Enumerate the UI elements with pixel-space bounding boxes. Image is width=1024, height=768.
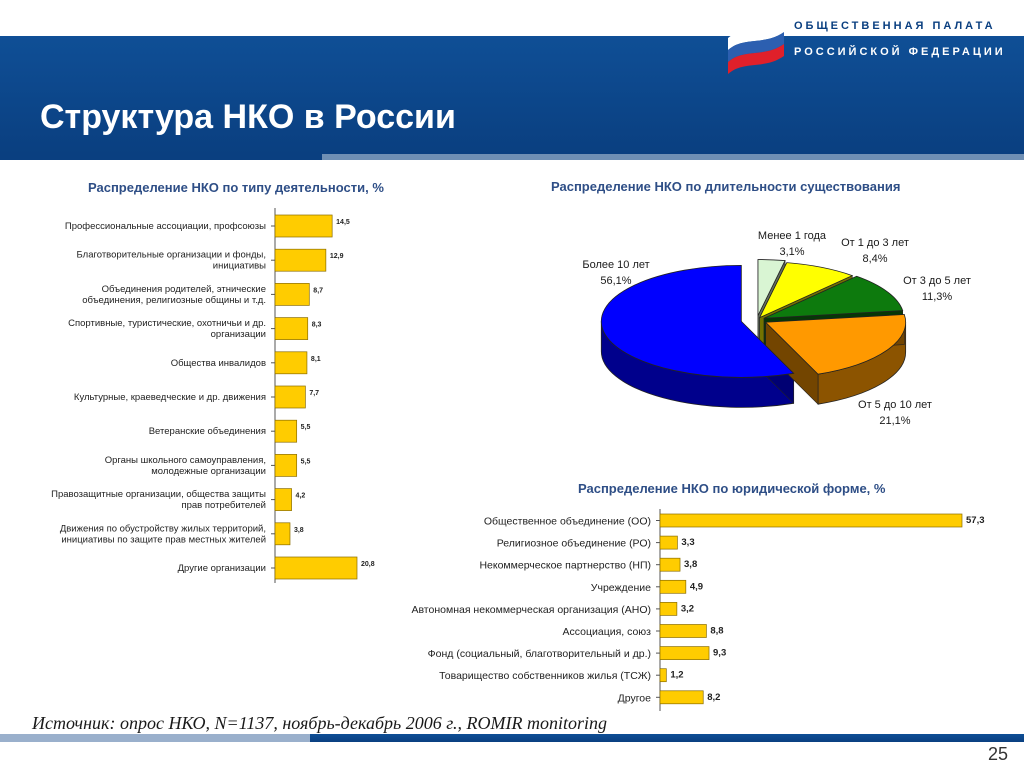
legal-category-label: Некоммерческое партнерство (НП) <box>479 559 651 572</box>
legal-bar <box>660 558 680 571</box>
activity-value-label: 8,3 <box>311 321 322 329</box>
activity-bar <box>275 420 297 442</box>
legal-value-label: 3,2 <box>680 603 695 615</box>
activity-category-label: Ветеранские объединения <box>148 426 266 438</box>
legal-bar <box>660 647 709 660</box>
activity-bar <box>275 318 308 340</box>
legal-value-label: 1,2 <box>670 669 684 681</box>
legal-bar <box>660 625 706 638</box>
activity-category-label: Правозащитные организации, общества защиты прав потребителей <box>51 489 266 512</box>
activity-bar <box>275 557 357 579</box>
legal-category-label: Ассоциация, союз <box>562 626 651 638</box>
activity-bar <box>275 454 297 476</box>
activity-category-label: Объединения родителей, этнические объединения, религиозные общины и т.д. <box>82 283 266 306</box>
legal-bar <box>660 691 703 704</box>
activity-bar <box>275 386 305 408</box>
activity-value-label: 3,8 <box>293 526 304 534</box>
duration-chart-title: Распределение НКО по длительности существования <box>551 179 901 194</box>
activity-category-label: Общества инвалидов <box>170 357 266 369</box>
activity-value-label: 7,7 <box>309 390 320 397</box>
org-name-line2: РОССИЙСКОЙ ФЕДЕРАЦИИ <box>794 46 1006 58</box>
activity-category-label: Органы школьного самоуправления, молодежные организации <box>104 454 266 477</box>
pie-slice-name: Менее 1 года <box>757 230 827 242</box>
legal-value-label: 3,8 <box>684 559 698 571</box>
legal-category-label: Другое <box>617 692 651 705</box>
legal-bar <box>660 514 962 527</box>
page-number: 25 <box>988 744 1009 764</box>
activity-category-label: Другие организации <box>177 563 266 574</box>
pie-slice-percent: 3,1% <box>779 246 805 258</box>
legal-category-label: Автономная некоммерческая организация (АНО) <box>411 603 651 616</box>
pie-slice-percent: 11,3% <box>921 291 953 303</box>
activity-value-label: 12,9 <box>329 253 344 261</box>
activity-bar <box>275 352 307 374</box>
activity-value-label: 20,8 <box>361 561 375 568</box>
activity-value-label: 5,5 <box>300 458 311 466</box>
pie-slice-name: Более 10 лет <box>582 259 650 271</box>
activity-category-label: Движения по обустройству жилых территорий, инициативы по защите прав местных жителей <box>59 523 266 546</box>
pie-slice-name: От 1 до 3 лет <box>841 237 909 249</box>
legal-category-label: Общественное объединение (ОО) <box>483 515 651 528</box>
legal-value-label: 8,8 <box>710 625 724 637</box>
activity-bar <box>275 489 292 511</box>
legal-category-label: Товарищество собственников жилья (ТСЖ) <box>439 670 651 683</box>
activity-value-label: 4,2 <box>295 492 306 500</box>
pie-slice-name: От 3 до 5 лет <box>903 275 971 287</box>
activity-category-label: Благотворительные организации и фонды, инициативы <box>76 249 266 272</box>
legal-category-label: Фонд (социальный, благотворительный и др.) <box>427 648 651 661</box>
activity-value-label: 8,1 <box>310 355 321 363</box>
footer-strip <box>0 734 310 742</box>
legal-category-label: Религиозное объединение (РО) <box>496 537 651 550</box>
activity-value-label: 8,7 <box>313 287 324 295</box>
legal-bar <box>660 669 666 682</box>
legal-form-chart-title: Распределение НКО по юридической форме, % <box>578 481 886 496</box>
pie-slice-percent: 21,1% <box>879 415 911 427</box>
activity-bar <box>275 249 326 271</box>
activity-bar <box>275 215 332 237</box>
activity-bar <box>275 523 290 545</box>
page-title: Структура НКО в России <box>40 98 456 136</box>
legal-bar <box>660 580 686 593</box>
legal-value-label: 57,3 <box>966 515 985 526</box>
activity-category-label: Спортивные, туристические, охотничьи и др. организации <box>68 318 266 341</box>
activity-bar <box>275 283 309 305</box>
activity-chart-title: Распределение НКО по типу деятельности, % <box>88 180 384 195</box>
legal-value-label: 4,9 <box>689 581 704 593</box>
org-name-line1: ОБЩЕСТВЕННАЯ ПАЛАТА <box>794 20 996 32</box>
legal-value-label: 9,3 <box>713 647 727 659</box>
activity-category-label: Культурные, краеведческие и др. движения <box>73 392 266 403</box>
legal-bar <box>660 602 677 615</box>
pie-slice-percent: 8,4% <box>862 253 888 265</box>
source-note: Источник: опрос НКО, N=1137, ноябрь-декабрь 2006 г., ROMIR monitoring <box>32 713 607 733</box>
legal-bar <box>660 536 677 549</box>
activity-value-label: 14,5 <box>336 219 350 226</box>
legal-value-label: 3,3 <box>681 537 695 549</box>
pie-slice-name: От 5 до 10 лет <box>858 399 932 411</box>
activity-value-label: 5,5 <box>300 424 311 432</box>
legal-category-label: Учреждение <box>590 581 651 594</box>
pie-slice-percent: 56,1% <box>600 275 632 287</box>
activity-category-label: Профессиональные ассоциации, профсоюзы <box>64 221 266 232</box>
legal-value-label: 8,2 <box>707 691 721 703</box>
